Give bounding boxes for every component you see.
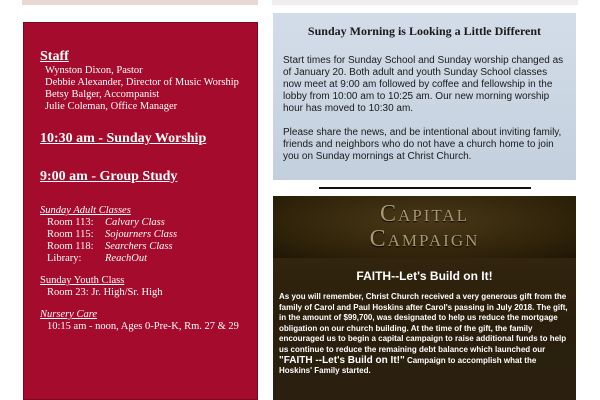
top-strip-right (272, 0, 578, 5)
campaign-body-quote: "FAITH --Let's Build on It!" (279, 354, 405, 366)
class-row (40, 241, 257, 253)
staff-heading: Staff (40, 49, 69, 64)
staff-member: Wynston Dixon, Pastor (45, 65, 143, 76)
class-room: Room 118: (47, 241, 94, 252)
adult-classes-list (40, 217, 257, 265)
news-title: Sunday Morning is Looking a Little Different (307, 24, 542, 38)
staff-list (40, 65, 257, 113)
class-name: ReachOut (105, 253, 147, 264)
staff-member: Debbie Alexander, Director of Music Worship (45, 77, 239, 88)
news-paragraph: Please share the news, and be intentional about inviting family, friends and neighbors who do not have a church home to join you on Sunday mornings at Christ Church. (283, 127, 562, 162)
staff-member: Julie Coleman, Office Manager (45, 101, 178, 112)
class-row (40, 253, 257, 265)
youth-class-line: Room 23: Jr. High/Sr. High (47, 287, 163, 298)
class-name: Calvary Class (105, 217, 165, 228)
class-name: Searchers Class (105, 241, 173, 252)
news-panel (273, 13, 576, 180)
youth-class-heading: Sunday Youth Class (40, 275, 125, 286)
staff-member: Betsy Balger, Accompanist (45, 89, 160, 100)
class-room: Room 115: (47, 229, 94, 240)
nursery-line: 10:15 am - noon, Ages 0-Pre-K, Rm. 27 & 29 (47, 321, 239, 332)
campaign-body-main: As you will remember, Christ Church received a very generous gift from the family of Carol and Paul Hoskins after Carol's passing in July 2018. The gift, in the amount of $99,700, was designated to help us reduce the mortgage obligation on our church building. At the time of the gift, the family encouraged us to begin a capital campaign to raise additional funds to help us continue to reduce the remaining debt balance which launched our (279, 292, 568, 354)
campaign-panel (273, 196, 576, 400)
top-strip-left (22, 0, 258, 5)
nursery-heading: Nursery Care (40, 309, 98, 320)
banner-word-campaign: Campaign (369, 226, 480, 252)
campaign-banner (273, 196, 576, 258)
adult-classes-heading: Sunday Adult Classes (40, 205, 131, 216)
campaign-body (273, 283, 576, 377)
campaign-subtitle: FAITH--Let's Build on It! (356, 269, 493, 283)
class-row (40, 229, 257, 241)
news-body (283, 55, 566, 163)
schedule-panel (23, 22, 258, 400)
worship-heading: 10:30 am - Sunday Worship (40, 131, 207, 146)
campaign-body-end: Campaign to accomplish what the Hoskins' Family started. (279, 355, 537, 376)
class-room: Room 113: (47, 217, 94, 228)
class-row (40, 217, 257, 229)
class-room: Library: (47, 253, 82, 264)
section-divider (319, 187, 531, 189)
news-paragraph: Start times for Sunday School and Sunday worship changed as of January 20. Both adult and youth Sunday School classes now meet at 9:00 am followed by coffee and fellowship in the lobby from 10:00 am to 10:25 am. Our new morning worship hour has moved to 10:30 am. (283, 55, 564, 114)
class-name: Sojourners Class (105, 229, 178, 240)
study-heading: 9:00 am - Group Study (40, 169, 178, 184)
banner-word-capital: Capital (379, 201, 470, 227)
